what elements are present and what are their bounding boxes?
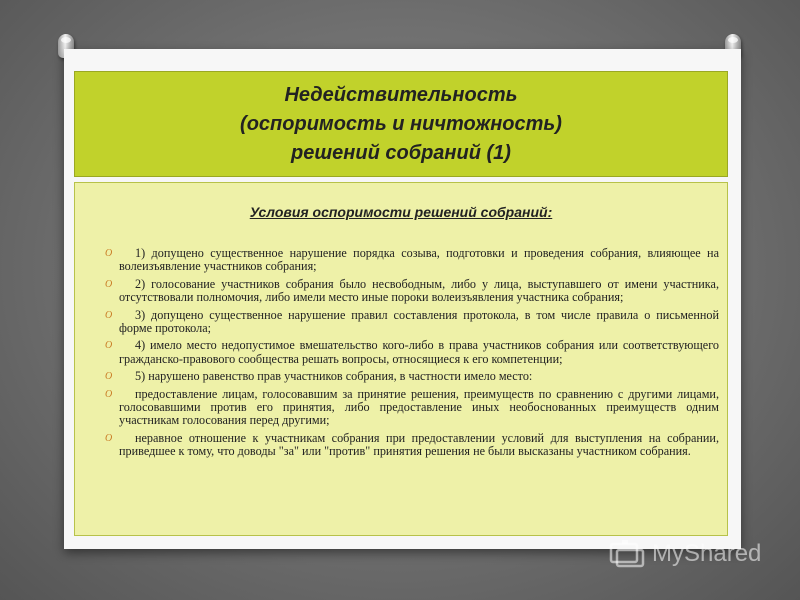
- list-item: [105, 278, 719, 305]
- title-line: (оспоримость и ничтожность): [240, 112, 562, 135]
- bullet-icon: O: [105, 432, 113, 444]
- title-line: Недействительность: [284, 83, 518, 106]
- list-item: [105, 432, 719, 459]
- watermark-text: MyShared: [652, 540, 762, 567]
- list-item-text: предоставление лицам, голосовавшим за принятие решения, преимуществ по сравнению с другими лицами, голосовавшими против его принятия, либо предоставление иных необоснованных преимуществ одним участникам голосования перед другими;: [119, 386, 719, 428]
- bullet-icon: O: [105, 248, 113, 259]
- title-line: решений собраний (1): [291, 141, 511, 164]
- content-subtitle: Условия оспоримости решений собраний:: [249, 204, 553, 220]
- myshared-logo-icon: [608, 538, 648, 570]
- bullet-icon: O: [105, 388, 113, 400]
- content-panel: [74, 182, 728, 536]
- bullet-icon: O: [105, 371, 113, 383]
- slide-title: [240, 81, 562, 168]
- list-item: [105, 339, 719, 366]
- list-item: [105, 370, 719, 383]
- list-item: [105, 309, 719, 336]
- bullet-icon: O: [105, 309, 113, 321]
- conditions-list: [105, 247, 719, 463]
- list-item-text: неравное отношение к участникам собрания при предоставлении условий для выступления на собрании, приведшее к тому, что доводы "за" или "против" принятия решения не были высказаны участником собрания.: [119, 430, 719, 459]
- list-item-text: 2) голосование участников собрания было несвободным, либо у лица, выступавшего от имени участника, отсутствовали полномочия, либо имели место иные пороки волеизъявления участника собрания;: [119, 276, 719, 305]
- list-item: [105, 388, 719, 428]
- watermark: [608, 538, 761, 570]
- list-item-text: 4) имело место недопустимое вмешательство кого-либо в права участников собрания или соответствующего гражданско-правового сообщества решать вопросы, относящиеся к его компетенции;: [119, 338, 719, 366]
- list-item-text: 5) нарушено равенство прав участников собрания, в частности имело место:: [135, 369, 533, 384]
- list-item-text: 3) допущено существенное нарушение правил составления протокола, в том числе правила о письменной форме протокола;: [119, 307, 719, 336]
- title-panel: [74, 71, 728, 177]
- list-item: [105, 247, 719, 274]
- list-item-text: 1) допущено существенное нарушение порядка созыва, подготовки и проведения собрания, влияющее на волеизъявление участников собрания;: [119, 246, 719, 274]
- bullet-icon: O: [105, 340, 113, 352]
- bullet-icon: O: [105, 278, 113, 290]
